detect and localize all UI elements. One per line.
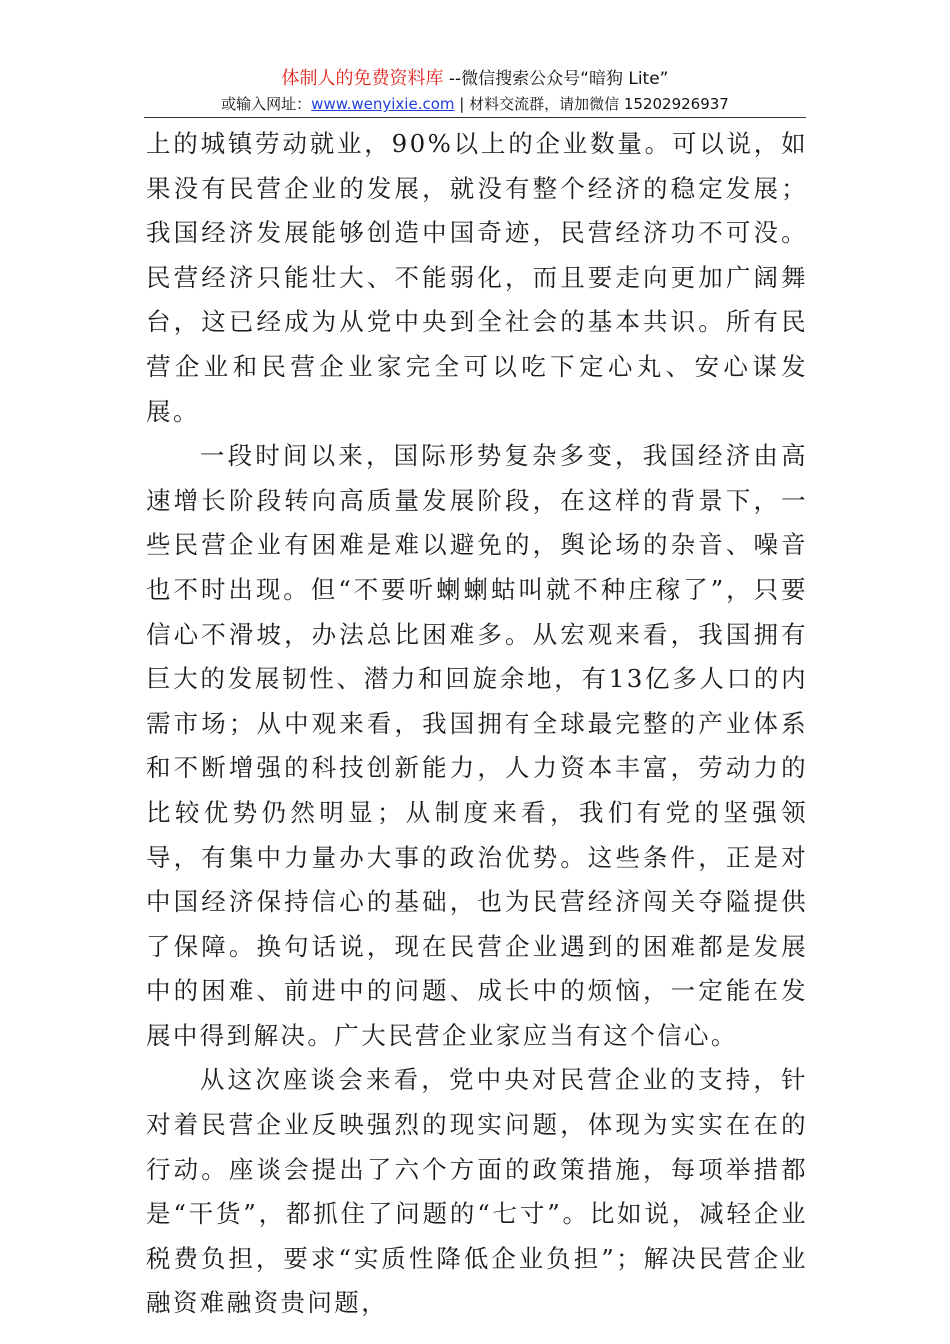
header-contact: | 材料交流群，请加微信 15202926937 xyxy=(454,95,729,113)
header-url-prefix: 或输入网址： xyxy=(221,95,312,113)
header-link-line xyxy=(0,92,950,116)
paragraph: 上的城镇劳动就业，90%以上的企业数量。可以说，如果没有民营企业的发展，就没有整个经济的稳定发展；我国经济发展能够创造中国奇迹，民营经济功不可没。民营经济只能壮大、不能弱化，而且要走向更加广阔舞台，这已经成为从党中央到全社会的基本共识。所有民营企业和民营企业家完全可以吃下定心丸、安心谋发展。 xyxy=(146,129,808,426)
header-divider xyxy=(144,117,806,118)
header-promo-line xyxy=(0,66,950,92)
header-wechat-hint: --微信搜索公众号“暗狗 Lite” xyxy=(443,69,669,89)
paragraph: 从这次座谈会来看，党中央对民营企业的支持，针对着民营企业反映强烈的现实问题，体现为实实在在的行动。座谈会提出了六个方面的政策措施，每项举措都是“干货”，都抓住了问题的“七寸”。比如说，减轻企业税费负担，要求“实质性降低企业负担”；解决民营企业融资难融资贵问题， xyxy=(146,1065,808,1318)
page-header xyxy=(0,66,950,116)
header-website-link[interactable]: www.wenyixie.com xyxy=(311,95,455,113)
document-body xyxy=(146,122,808,1326)
header-brand: 体制人的免费资料库 xyxy=(281,68,444,89)
paragraph: 一段时间以来，国际形势复杂多变，我国经济由高速增长阶段转向高质量发展阶段，在这样的背景下，一些民营企业有困难是难以避免的，舆论场的杂音、噪音也不时出现。但“不要听蝲蝲蛄叫就不种庄稼了”，只要信心不滑坡，办法总比困难多。从宏观来看，我国拥有巨大的发展韧性、潜力和回旋余地，有13亿多人口的内需市场；从中观来看，我国拥有全球最完整的产业体系和不断增强的科技创新能力，人力资本丰富，劳动力的比较优势仍然明显；从制度来看，我们有党的坚强领导，有集中力量办大事的政治优势。这些条件，正是对中国经济保持信心的基础，也为民营经济闯关夺隘提供了保障。换句话说，现在民营企业遇到的困难都是发展中的困难、前进中的问题、成长中的烦恼，一定能在发展中得到解决。广大民营企业家应当有这个信心。 xyxy=(146,441,808,1050)
